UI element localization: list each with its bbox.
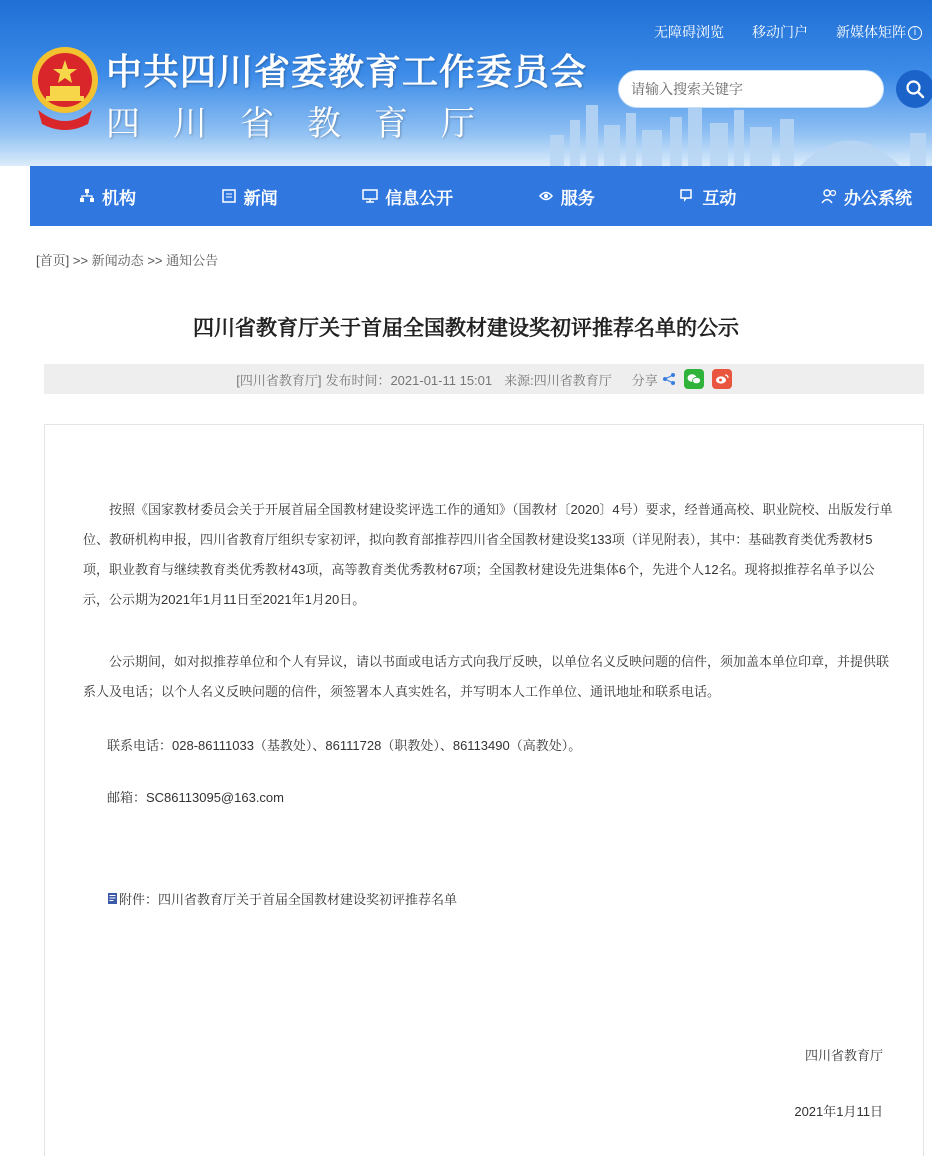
- weibo-share-icon[interactable]: [712, 369, 732, 389]
- signoff-date: 2021年1月11日: [794, 1104, 883, 1119]
- main-nav: [30, 166, 932, 226]
- meta-org: [四川省教育厅]: [236, 372, 322, 388]
- org-icon: [78, 187, 96, 205]
- nav-item-label: 信息公开: [385, 188, 454, 209]
- nav-item-label: 服务: [560, 188, 595, 209]
- nav-item-label: 办公系统: [843, 188, 912, 209]
- news-icon: [220, 187, 238, 205]
- users-icon: [820, 187, 838, 205]
- nav-item-news[interactable]: [220, 184, 278, 209]
- nav-item-org[interactable]: [78, 184, 136, 209]
- meta-publish-time: 发布时间：2021-01-11 15:01: [325, 372, 493, 388]
- article-paragraph: 按照《国家教材委员会关于开展首届全国教材建设奖评选工作的通知》（国教材〔2020〕4号）要求，经普通高校、职业院校、出版发行单位、教研机构申报，四川省教育厅组织专家初评，拟向教育部推荐四川省全国教材建设奖133项（详见附表），其中：基础教育类优秀教材5项，职业教育与继续教育类优秀教材43项，高等教育类优秀教材67项；全国教材建设先进集体6个，先进个人12名。现将拟推荐名单予以公示，公示期为2021年1月11日至2021年1月20日。: [83, 502, 893, 607]
- national-emblem-logo: [30, 40, 100, 136]
- article-content: [44, 424, 924, 1156]
- article-meta-bar: [44, 364, 924, 394]
- breadcrumb-separator: >>: [147, 253, 163, 268]
- info-circle-icon: i: [908, 26, 922, 40]
- attachment: [107, 889, 457, 908]
- breadcrumb-notices[interactable]: 通知公告: [166, 253, 219, 268]
- contact-phone: 联系电话：028-86111033（基教处）、86111728（职教处）、86113490（高教处）。: [107, 738, 582, 753]
- nav-item-label: 机构: [102, 188, 136, 209]
- article-paragraph: 公示期间，如对拟推荐单位和个人有异议，请以书面或电话方式向我厅反映，以单位名义反映问题的信件，须加盖本单位印章，并提供联系人及电话；以个人名义反映问题的信件，须签署本人真实姓名，并写明本人工作单位、通讯地址和联系电话。: [83, 654, 890, 699]
- monitor-icon: [361, 187, 379, 205]
- document-icon: [107, 892, 119, 905]
- site-title: 中共四川省委教育工作委员会: [106, 52, 588, 93]
- attachment-link[interactable]: 附件：四川省教育厅关于首届全国教材建设奖初评推荐名单: [119, 892, 458, 907]
- chat-icon: [678, 187, 696, 205]
- search-icon: [905, 79, 925, 99]
- mobile-portal-link[interactable]: 移动门户: [752, 24, 808, 40]
- nav-item-interaction[interactable]: [678, 184, 736, 209]
- search-button[interactable]: [896, 70, 932, 108]
- nav-item-office-system[interactable]: [820, 184, 912, 209]
- share-label: 分享: [631, 372, 658, 388]
- breadcrumb-home[interactable]: [首页]: [36, 253, 70, 268]
- wechat-share-icon[interactable]: [684, 369, 704, 389]
- meta-source: 来源:四川省教育厅: [504, 372, 612, 388]
- nav-item-label: 互动: [702, 188, 737, 209]
- breadcrumb-separator: >>: [72, 253, 89, 268]
- nav-item-service[interactable]: [537, 184, 595, 209]
- nav-item-label: 新闻: [243, 188, 278, 209]
- contact-email: 邮箱：SC86113095@163.com: [107, 790, 284, 805]
- site-header: [0, 0, 932, 166]
- article-title: 四川省教育厅关于首届全国教材建设奖初评推荐名单的公示: [193, 316, 739, 340]
- share-icon[interactable]: [662, 372, 676, 386]
- new-media-matrix-link[interactable]: [836, 22, 922, 42]
- service-icon: [537, 187, 555, 205]
- top-links: [654, 22, 922, 42]
- site-subtitle: 四川省教育厅: [106, 104, 508, 144]
- breadcrumb-news[interactable]: 新闻动态: [91, 253, 144, 268]
- search-input[interactable]: [618, 70, 884, 108]
- nav-item-info-disclosure[interactable]: [361, 184, 453, 209]
- accessibility-link[interactable]: 无障碍浏览: [654, 24, 724, 40]
- breadcrumb: [36, 250, 218, 269]
- signoff-organization: 四川省教育厅: [804, 1048, 883, 1063]
- new-media-matrix-label[interactable]: 新媒体矩阵: [836, 24, 906, 40]
